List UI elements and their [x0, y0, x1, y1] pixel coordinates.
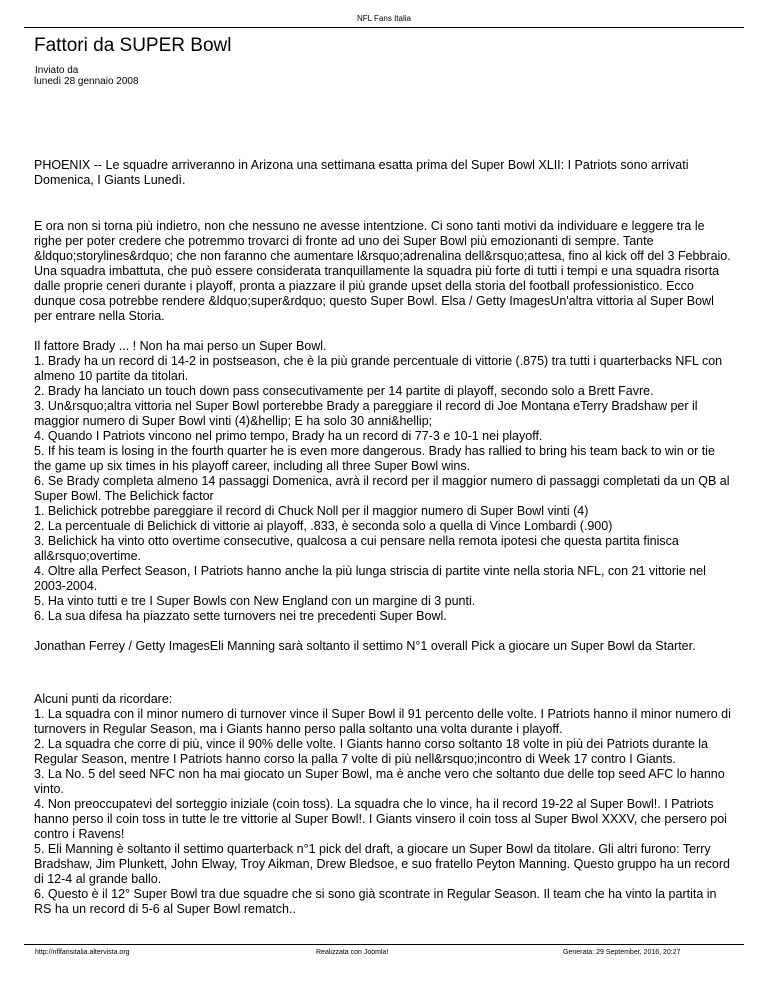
footer-credit: Realizzata con Joomla!: [316, 949, 389, 956]
posted-by-label: Inviato da: [35, 65, 79, 76]
article-date: lunedì 28 gennaio 2008: [34, 76, 139, 87]
footer-generated: Generata: 29 September, 2016, 20:27: [563, 949, 681, 956]
article-meta: [34, 65, 139, 87]
article-paragraph: Alcuni punti da ricordare: 1. La squadra con il minor numero di turnover vince il Super Bowl il 91 percento delle volte. I Patriots hanno il minor numero di turnovers in Regular Season, ma i Giants hanno perso palla soltanto una volta durante i playoff. 2. La squadra che corre di più, vince il 90% delle volte. I Giants hanno corso soltanto 18 volte in più dei Patriots durante la Regular Season, mentre I Patriots hanno corso la palla 7 volte di più nell&rsquo;incontro di Week 17 contro I Giants. 3. La No. 5 del seed NFC non ha mai giocato un Super Bowl, ma è anche vero che soltanto due delle top seed AFC lo hanno vinto. 4. Non preoccupatevi del sorteggio iniziale (coin toss). La squadra che lo vince, ha il record 19-22 al Super Bowl!. I Patriots hanno perso il coin toss in tutte le tre vittorie al Super Bowl!. I Giants vinsero il coin toss al Super Bwol XXXV, che persero poi contro i Ravens! 5. Eli Manning è soltanto il settimo quarterback n°1 pick del draft, a giocare un Super Bowl da titolare. Gli altri furono: Terry Bradshaw, Jim Plunkett, John Elway, Troy Aikman, Drew Bledsoe, e suo fratello Peyton Manning. Questo gruppo ha un record di 12-4 al grande ballo. 6. Questo è il 12° Super Bowl tra due squadre che si sono già scontrate in Regular Season. Il team che ha vinto la partita in RS ha un record di 5-6 al Super Bowl rematch..: [34, 692, 731, 916]
article-title: Fattori da SUPER Bowl: [34, 35, 232, 56]
article-paragraph: PHOENIX -- Le squadre arriveranno in Arizona una settimana esatta prima del Super Bowl XLII: I Patriots sono arrivati Domenica, I Giants Lunedì.: [34, 158, 689, 187]
article-paragraph: Il fattore Brady ... ! Non ha mai perso un Super Bowl. 1. Brady ha un record di 14-2 in postseason, che è la più grande percentuale di vittorie (.875) tra tutti i quarterbacks NFL con almeno 10 partite da titolari. 2. Brady ha lanciato un touch down pass consecutivamente per 14 partite di playoff, secondo solo a Brett Favre. 3. Un&rsquo;altra vittoria nel Super Bowl porterebbe Brady a pareggiare il record di Joe Montana eTerry Bradshaw per il maggior numero di Super Bowl vinti (4)&hellip; E ha solo 30 anni&hellip; 4. Quando I Patriots vincono nel primo tempo, Brady ha un record di 77-3 e 10-1 nei playoff. 5. If his team is losing in the fourth quarter he is even more dangerous. Brady has rallied to bring his team back to win or tie the game up six times in his playoff career, including all three Super Bowl wins. 6. Se Brady completa almeno 14 passaggi Domenica, avrà il record per il maggior numero di passaggi completati da un QB al Super Bowl. The Belichick factor 1. Belichick potrebbe pareggiare il record di Chuck Noll per il maggior numero di Super Bowl vinti (4) 2. La percentuale di Belichick di vittorie ai playoff, .833, è seconda solo a quella di Vince Lombardi (.900) 3. Belichick ha vinto otto overtime consecutive, qualcosa a cui pensare nella remota ipotesi che questa partita finisca all&rsquo;overtime. 4. Oltre alla Perfect Season, I Patriots hanno anche la più lunga striscia di partite vinte nella storia NFL, con 21 vittorie nel 2003-2004. 5. Ha vinto tutti e tre I Super Bowls con New England con un margine di 3 punti. 6. La sua difesa ha piazzato sette turnovers nei tre precedenti Super Bowl.: [34, 339, 730, 623]
header-divider: [24, 27, 744, 28]
article-paragraph: E ora non si torna più indietro, non che nessuno ne avesse intentzione. Ci sono tanti motivi da individuare e leggere tra le righe per poter credere che potremmo trovarci di fronte ad uno dei Super Bowl più emozionanti di sempre. Tante &ldquo;storylines&rdquo; che non faranno che aumentare l&rsquo;adrenalina dell&rsquo;attesa, fino al kick off del 3 Febbraio. Una squadra imbattuta, che può essere considerata tranquillamente la squadra più forte di tutti i tempi e una squadra risorta dalle proprie ceneri durante i playoff, pronta a piazzare il più grande upset della storia del football professionistico. Ecco dunque cosa potrebbe rendere &ldquo;super&rdquo; questo Super Bowl. Elsa / Getty ImagesUn'altra vittoria al Super Bowl per entrare nella Storia.: [34, 219, 731, 323]
image-caption: Jonathan Ferrey / Getty ImagesEli Manning sarà soltanto il settimo N°1 overall Pick a giocare un Super Bowl da Starter.: [34, 639, 696, 653]
footer-divider: [24, 944, 744, 945]
article-body: [34, 158, 734, 917]
site-name: NFL Fans Italia: [357, 14, 411, 23]
footer-url-link[interactable]: http://nflfansitalia.altervista.org: [35, 949, 130, 956]
